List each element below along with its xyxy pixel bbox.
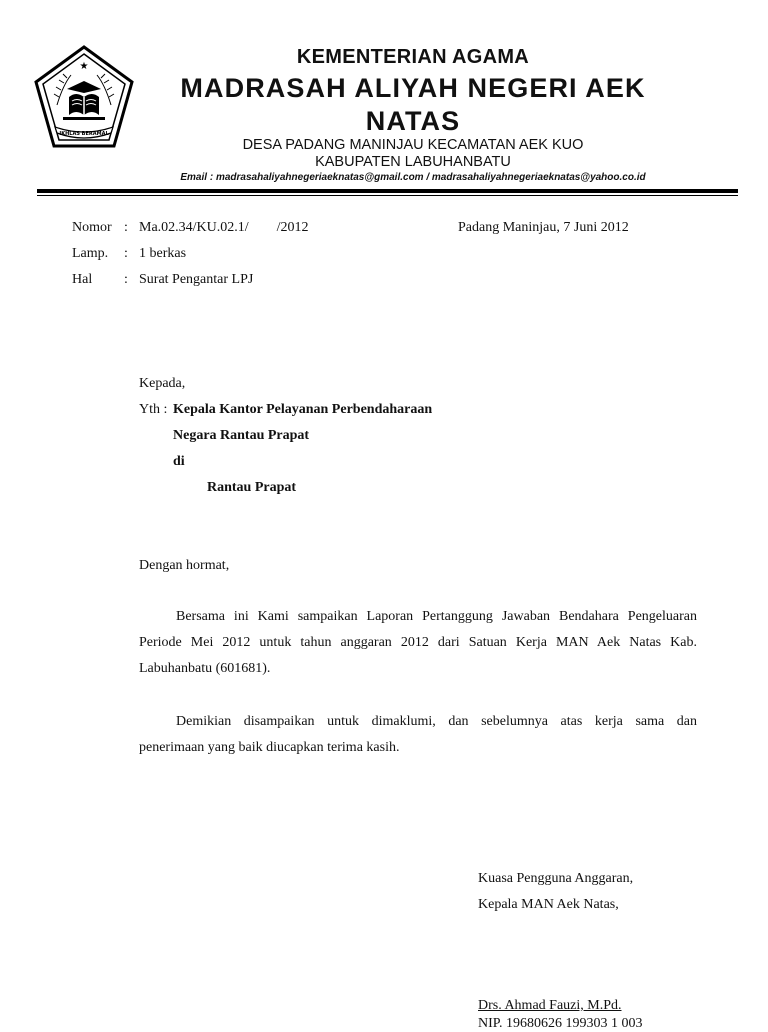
paragraph-1-line-2: Periode Mei 2012 untuk tahun anggaran 2012 dari Satuan Kerja MAN Aek Natas Kab. [139,635,697,650]
recipient-yth: Yth : [139,402,168,417]
nomor-label: Nomor [72,220,112,235]
hal-value: Surat Pengantar LPJ [139,272,254,287]
logo-banner-text: IKHLAS BERAMAL [59,131,109,137]
school-name-line2: NATAS [365,106,461,136]
school-regency: KABUPATEN LABUHANBATU [315,154,511,170]
signatory-name: Drs. Ahmad Fauzi, M.Pd. [478,998,622,1013]
salutation: Dengan hormat, [139,558,230,573]
signatory-nip: NIP. 19680626 199303 1 003 [478,1016,643,1031]
recipient-di: di [173,454,185,469]
recipient-place: Rantau Prapat [207,480,297,495]
nomor-colon: : [124,220,128,235]
recipient-kepada: Kepada, [139,376,186,391]
signature-role-2: Kepala MAN Aek Natas, [478,897,619,912]
letterhead-divider-thin [37,195,738,196]
recipient-line1: Kepala Kantor Pelayanan Perbendaharaan [173,402,433,417]
hal-label: Hal [72,272,93,287]
lamp-value: 1 berkas [139,246,187,261]
paragraph-2-line-2: penerimaan yang baik diucapkan terima kasih. [139,740,400,755]
hal-colon: : [124,272,128,287]
school-name-line1: MADRASAH ALIYAH NEGERI AEK [180,73,646,103]
body-paragraph-1 [139,604,697,682]
letterhead-divider-thick [37,189,738,193]
paragraph-1-line-1: Bersama ini Kami sampaikan Laporan Pertanggung Jawaban Bendahara Pengeluaran [176,609,697,624]
school-address: DESA PADANG MANINJAU KECAMATAN AEK KUO [242,137,584,153]
body-paragraph-2 [139,709,697,761]
recipient-line2: Negara Rantau Prapat [173,428,310,443]
place-date: Padang Maninjau, 7 Juni 2012 [458,220,629,235]
nomor-value: Ma.02.34/KU.02.1/ /2012 [139,220,309,235]
ministry-emblem-logo [33,45,135,150]
lamp-label: Lamp. [72,246,109,261]
lamp-colon: : [124,246,128,261]
svg-text:★: ★ [79,61,89,72]
paragraph-2-line-1: Demikian disampaikan untuk dimaklumi, dan sebelumnya atas kerja sama dan [176,714,697,729]
ministry-name: KEMENTERIAN AGAMA [296,46,530,68]
signature-role-1: Kuasa Pengguna Anggaran, [478,871,634,886]
school-email: Email : madrasahaliyahnegeriaeknatas@gmail.com / madrasahaliyahnegeriaeknatas@yahoo.co.id [180,172,646,183]
paragraph-1-line-3: Labuhanbatu (601681). [139,661,271,676]
